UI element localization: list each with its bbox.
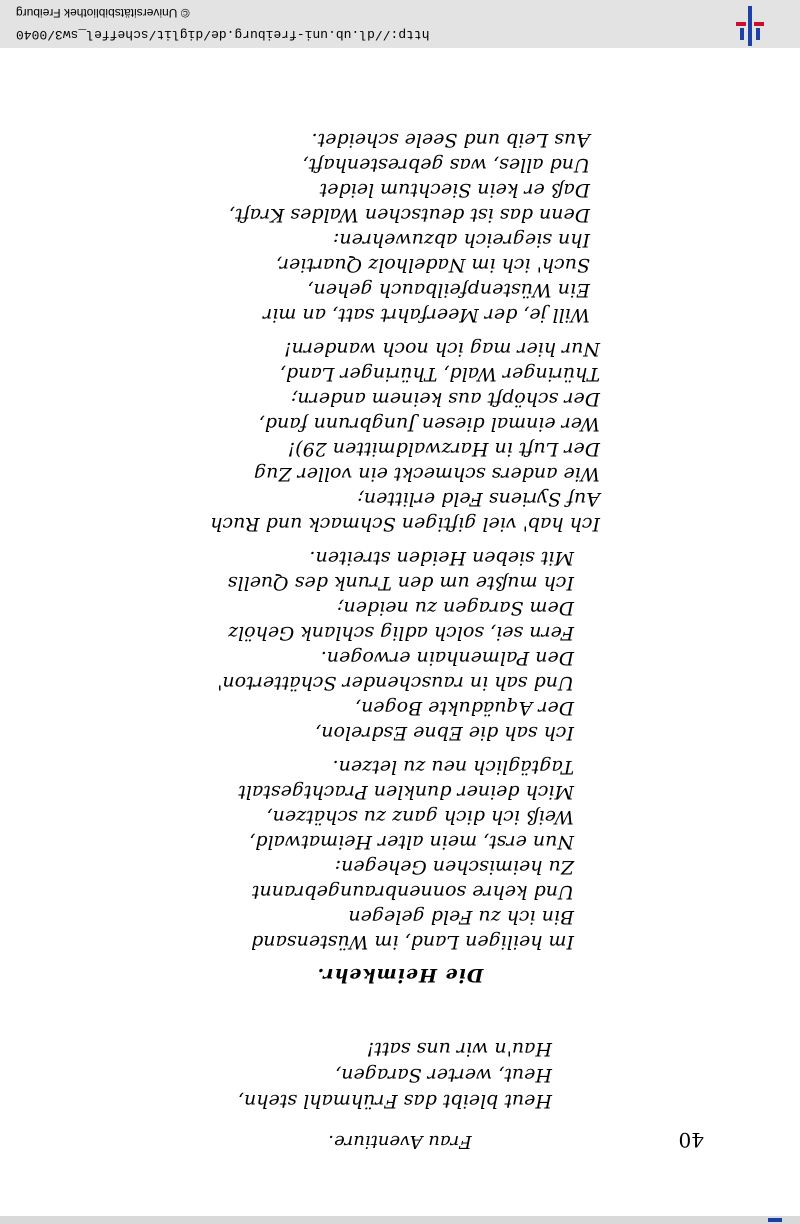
verse-line: Im heiligen Land, im Wüstensand — [251, 931, 574, 953]
verse-line: Der Aquädukte Bogen, — [355, 697, 574, 719]
verse-line: Bin ich zu Feld gelegen — [348, 906, 574, 928]
intro-line: Hau'n wir uns satt! — [366, 1038, 552, 1060]
verse-line: Ihn siegreich abzuwehren: — [332, 229, 590, 251]
verse-line: Auf Syriens Feld erlitten; — [357, 488, 600, 510]
verse-line: Den Palmenhain erwogen. — [320, 647, 574, 669]
verse-line: Tagtäglich neu zu letzen. — [332, 756, 574, 778]
library-logo-icon — [726, 4, 774, 48]
document-url[interactable]: http://dl.ub.uni-freiburg.de/diglit/scheffel_sw3/0040 — [16, 27, 430, 42]
verse-line: Ich hab' viel giftigen Schmack und Ruch — [210, 513, 600, 535]
verse-line: Und kehre sonnenbraungebrannt — [251, 881, 574, 903]
verse-line: Aus Leib und Seele scheidet. — [311, 129, 590, 151]
page-number: 40 — [678, 1128, 704, 1152]
verse-line: Denn das ist deutschen Waldes Kraft, — [229, 204, 590, 226]
verse-line: Wer einmal diesen Jungbrunn fand, — [258, 413, 600, 435]
copyright-notice: © Universitätsbibliothek Freiburg — [16, 6, 190, 20]
running-head: Frau Aventiure. — [328, 1131, 472, 1152]
verse-line: Mich deiner dunklen Prachtgestalt — [238, 781, 574, 803]
verse-line: Nun erst, mein alter Heimatwald, — [249, 831, 574, 853]
verse-line: Fern sei, solch adlig schlank Gehölz — [228, 622, 574, 644]
verse-line: Zu heimischen Gehegen: — [334, 856, 574, 878]
verse-line: Such' ich im Nadelholz Quartier, — [276, 254, 590, 276]
verse-line: Dem Saragen zu neiden; — [337, 597, 574, 619]
verse-line: Ich mußte um den Trunk des Quells — [227, 572, 574, 594]
intro-line: Heut bleibt das Frühmahl stehn, — [238, 1090, 552, 1112]
poem-title: Die Heimkehr. — [316, 964, 484, 986]
intro-line: Heut, werter Saragen, — [335, 1064, 552, 1086]
bottom-border-band — [0, 1216, 800, 1224]
verse-line: Der Luft in Harzwaldmitten 29)! — [287, 438, 600, 460]
verse-line: Nur hier mag ich noch wandern! — [284, 338, 600, 360]
verse-line: Weiß ich dich ganz zu schätzen, — [266, 806, 574, 828]
corner-mark — [768, 1218, 782, 1222]
library-header-bar — [0, 0, 800, 48]
verse-line: Ich sah die Ebne Esdrelon, — [315, 722, 574, 744]
verse-line: Daß er kein Siechtum leidet — [319, 179, 590, 201]
verse-line: Und sah in rauschender Schätterton' — [217, 672, 574, 694]
verse-line: Ein Wüstenpfeilbauch gehen, — [307, 279, 590, 301]
verse-line: Der schöpft aus keinem andern; — [291, 388, 600, 410]
verse-line: Mit sieben Heiden streiten. — [309, 547, 574, 569]
verse-line: Wie anders schmeckt ein voller Zug — [253, 463, 600, 485]
verse-line: Thüringer Wald, Thüringer Land, — [279, 363, 600, 385]
verse-line: Und alles, was gebrestenhaft, — [302, 154, 590, 176]
verse-line: Will je, der Meerfahrt satt, an mir — [263, 304, 590, 326]
